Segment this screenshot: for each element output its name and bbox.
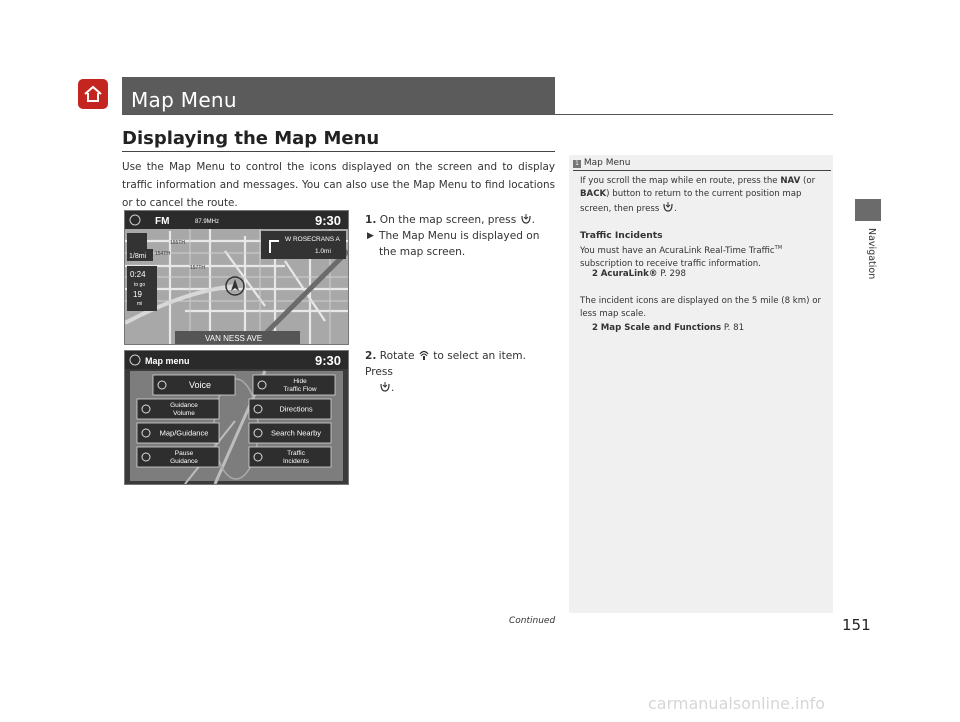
side-note-paragraph-1: If you scroll the map while en route, press the NAV (or BACK) button to return to the current position map screen, then press . <box>580 176 816 214</box>
menu-button-directions[interactable] <box>249 399 331 419</box>
page-number: 151 <box>842 616 871 634</box>
side-note-heading: 1 Map Menu <box>573 158 630 168</box>
reference-map-scale-link[interactable]: 2 Map Scale and Functions P. 81 <box>592 323 745 333</box>
next-distance: 1.0mi <box>315 248 331 255</box>
side-note-paragraph-3: The incident icons are displayed on the 5 mile (8 km) or less map scale. <box>580 296 822 319</box>
step-1: 1. On the map screen, press . ▶ The Map Menu is displayed on the map screen. <box>365 214 540 258</box>
step-number: 1. <box>365 214 377 226</box>
road-label: 154TH <box>155 251 171 257</box>
side-note-paragraph-2: You must have an AcuraLink Real-Time Traffic™ subscription to receive traffic information. <box>580 245 783 269</box>
road-label: 157TH <box>190 265 206 271</box>
menu-button-hide-traffic-flow[interactable] <box>253 375 335 395</box>
menu-button-pause-guidance[interactable] <box>137 447 219 467</box>
result-arrow-icon: ▶ <box>367 231 374 241</box>
road-label: 155TH <box>170 240 186 246</box>
current-street: VAN NESS AVE <box>205 334 263 343</box>
menu-button-traffic-incidents[interactable] <box>249 447 331 467</box>
chapter-tab-marker <box>855 199 881 221</box>
clock-time: 9:30 <box>315 213 342 228</box>
home-button[interactable] <box>78 79 108 109</box>
reference-acuralink-link[interactable]: 2 AcuraLink® P. 298 <box>592 269 686 279</box>
watermark: carmanualsonline.info <box>648 694 826 713</box>
menu-button-label: Map/Guidance <box>159 428 209 438</box>
step-text: Rotate <box>379 350 415 362</box>
interface-dial-press-icon <box>662 201 674 213</box>
menu-button-label: Incidents <box>282 458 310 465</box>
menu-button-label: Guidance <box>170 402 198 409</box>
map-scale: 1/8mi <box>129 253 147 260</box>
section-title: Displaying the Map Menu <box>122 128 380 149</box>
interface-dial-press-icon <box>379 381 391 393</box>
menu-button-voice[interactable] <box>153 375 235 395</box>
menu-button-label: Guidance <box>170 458 198 465</box>
menu-button-label: Voice <box>188 380 212 391</box>
step-text: On the map screen, press <box>379 214 517 226</box>
interface-dial-rotate-icon <box>418 349 430 361</box>
home-icon <box>83 84 103 104</box>
side-note-subheading: Traffic Incidents <box>580 230 663 241</box>
eta-unit: mi <box>137 301 143 307</box>
menu-button-label: Hide <box>293 378 307 385</box>
clock-time: 9:30 <box>315 353 342 368</box>
menu-button-guidance-volume[interactable] <box>137 399 219 419</box>
map-menu-screen-image <box>124 350 349 485</box>
side-note-divider <box>573 170 831 171</box>
menu-button-label: Traffic <box>287 450 305 457</box>
page-title: Map Menu <box>131 88 237 112</box>
section-divider <box>122 151 555 152</box>
eta-distance: 19 <box>133 290 142 299</box>
intro-paragraph: Use the Map Menu to control the icons displayed on the screen and to display traffic information and messages. You can also use the Map Menu to find locations or to cancel the route. <box>122 161 555 209</box>
radio-band: FM <box>155 216 170 227</box>
menu-button-label: Volume <box>173 410 195 417</box>
step-2: 2. Rotate to select an item. Press . <box>365 350 526 394</box>
menu-button-search-nearby[interactable] <box>249 423 331 443</box>
menu-button-label: Search Nearby <box>270 428 322 438</box>
note-marker-icon: 1 <box>573 160 581 168</box>
menu-title: Map menu <box>145 356 190 366</box>
step-number: 2. <box>365 350 377 362</box>
interface-dial-press-icon <box>520 213 532 225</box>
menu-button-label: Traffic Flow <box>283 386 317 393</box>
next-street: W ROSECRANS A <box>285 236 340 243</box>
reference-arrow-icon: 2 <box>592 323 598 333</box>
menu-button-map-guidance[interactable] <box>137 423 219 443</box>
eta-time: 0:24 <box>130 270 146 279</box>
menu-button-label: Directions <box>279 404 313 414</box>
radio-frequency: 87.9MHz <box>195 219 220 225</box>
chapter-tab-label: Navigation <box>866 228 877 280</box>
map-screen-image <box>124 210 349 345</box>
header-divider <box>122 114 833 115</box>
step-result: The Map Menu is displayed on the map screen. <box>379 230 540 258</box>
eta-label: to go <box>134 282 146 288</box>
side-note-panel <box>569 155 833 613</box>
reference-arrow-icon: 2 <box>592 269 598 279</box>
continued-label: Continued <box>509 616 556 626</box>
menu-button-label: Pause <box>174 450 194 457</box>
